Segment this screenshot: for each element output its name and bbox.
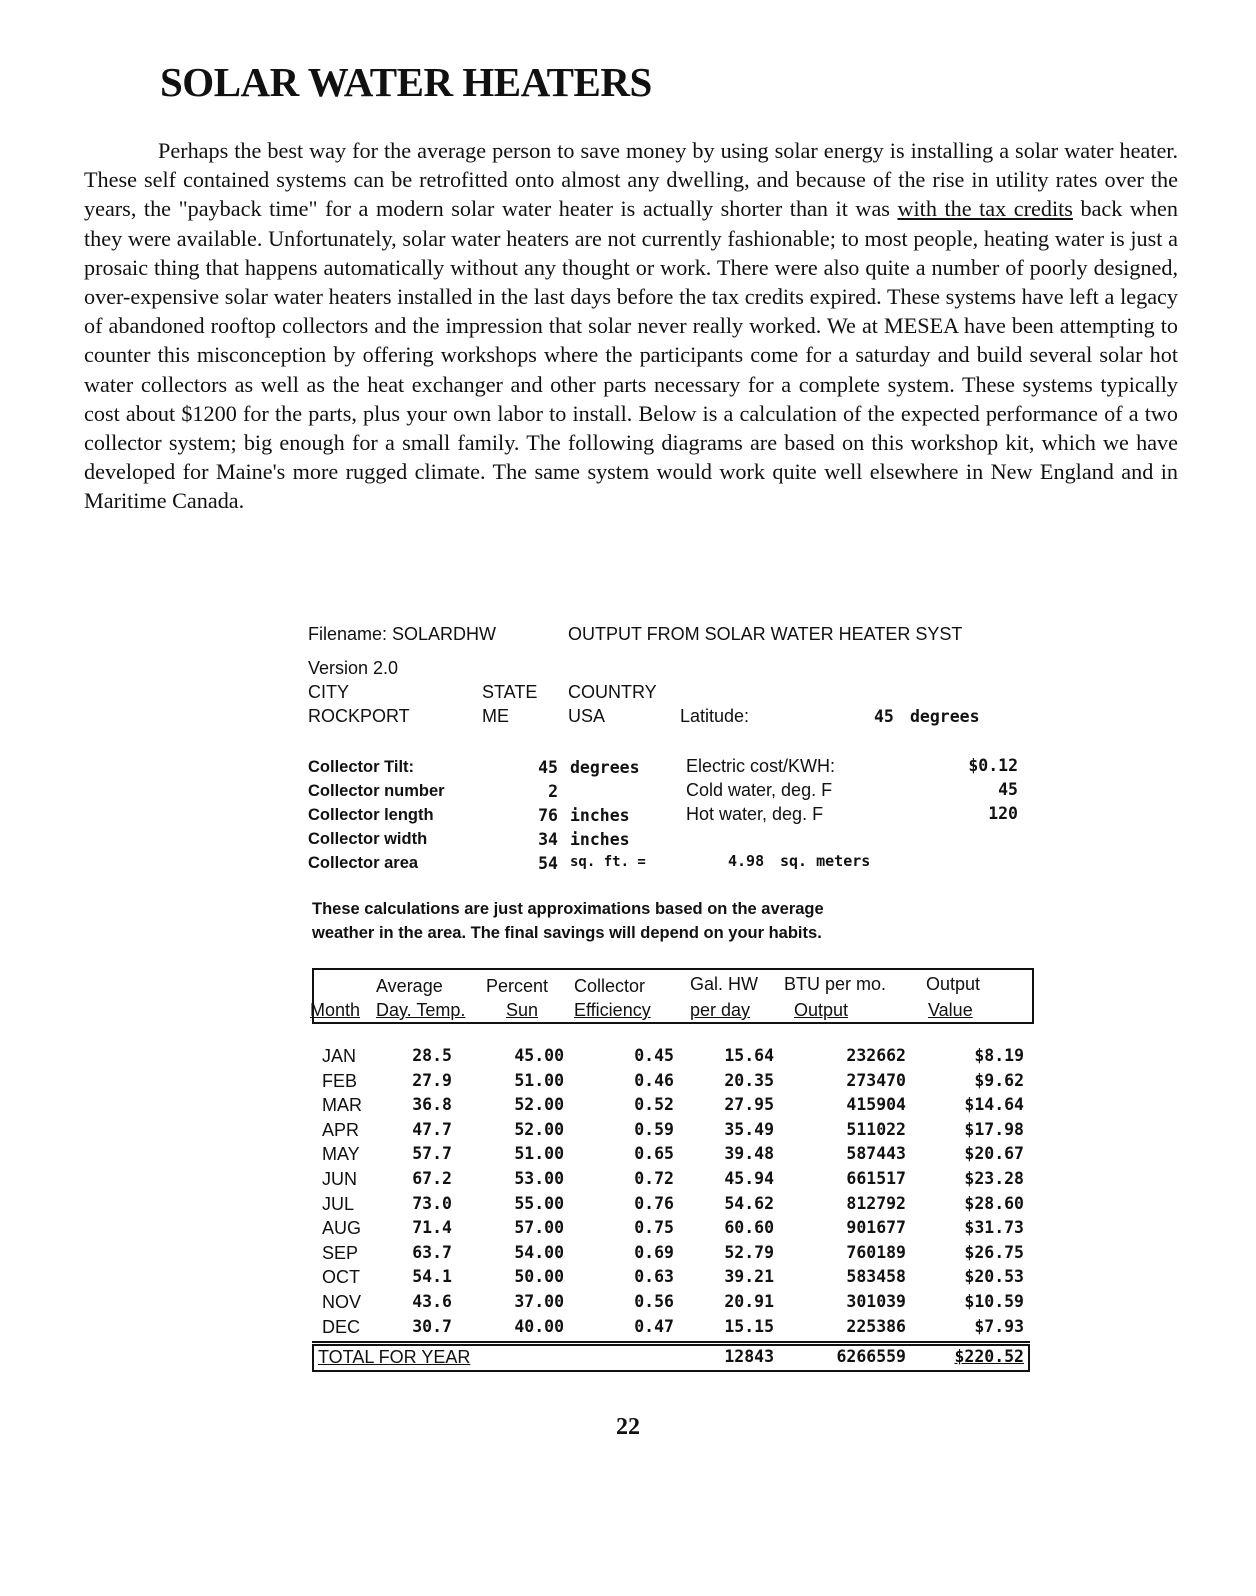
total-gal: 12843 <box>724 1347 774 1366</box>
cell-val: $23.28 <box>964 1169 1024 1188</box>
cell-gal: 27.95 <box>724 1095 774 1115</box>
param-value-width: 34 <box>538 830 558 849</box>
cell-val: $31.73 <box>964 1218 1024 1238</box>
table-row <box>312 1292 1030 1317</box>
cell-sun: 52.00 <box>514 1095 564 1115</box>
country-label: COUNTRY <box>568 682 657 702</box>
table-row <box>312 1194 1030 1219</box>
cell-eff: 0.69 <box>634 1242 674 1262</box>
cell-month: SEP <box>322 1242 359 1263</box>
cell-btu: 760189 <box>846 1242 906 1262</box>
page-title: SOLAR WATER HEATERS <box>160 59 652 105</box>
total-label: TOTAL FOR YEAR <box>318 1347 471 1367</box>
cell-temp: 63.7 <box>412 1242 452 1262</box>
cell-eff: 0.76 <box>634 1193 674 1213</box>
cell-month: MAY <box>322 1144 360 1165</box>
cell-btu: 583458 <box>846 1267 906 1287</box>
cell-eff: 0.56 <box>634 1292 674 1311</box>
total-row <box>312 1344 1030 1372</box>
table-rule <box>312 1341 1030 1343</box>
cell-sun: 50.00 <box>514 1267 564 1287</box>
note-line-1: These calculations are just approximations based on the average <box>312 900 824 918</box>
header-value: Value <box>928 1000 973 1020</box>
cell-eff: 0.75 <box>634 1218 674 1238</box>
cell-sun: 37.00 <box>514 1292 564 1311</box>
version-label: Version 2.0 <box>308 658 399 678</box>
cell-gal: 60.60 <box>724 1218 774 1238</box>
cost-label-hot: Hot water, deg. F <box>686 804 824 824</box>
cell-temp: 54.1 <box>412 1267 452 1287</box>
cell-val: $17.98 <box>964 1119 1024 1139</box>
param-label-number: Collector number <box>308 782 445 800</box>
cell-btu: 661517 <box>846 1169 906 1188</box>
cell-sun: 52.00 <box>514 1119 564 1139</box>
cell-gal: 15.64 <box>724 1046 774 1065</box>
param-label-width: Collector width <box>308 830 428 848</box>
header-collector: Collector <box>574 976 646 996</box>
cell-gal: 52.79 <box>724 1242 774 1262</box>
intro-text-underlined: with the tax credits <box>897 196 1073 222</box>
country-value: USA <box>568 706 606 726</box>
header-efficiency: Efficiency <box>574 1000 651 1020</box>
cost-value-electric: $0.12 <box>968 756 1018 775</box>
cell-temp: 73.0 <box>412 1193 452 1213</box>
param-label-tilt: Collector Tilt: <box>308 758 415 776</box>
cell-eff: 0.45 <box>634 1046 674 1065</box>
cell-btu: 511022 <box>846 1119 906 1139</box>
cell-btu: 232662 <box>846 1046 906 1065</box>
cell-val: $8.19 <box>974 1046 1024 1065</box>
table-header-box <box>312 968 1034 1024</box>
param-value-area: 54 <box>538 854 558 873</box>
cost-label-cold: Cold water, deg. F <box>686 780 833 800</box>
cell-month: JUN <box>322 1169 357 1189</box>
cell-val: $20.67 <box>964 1144 1024 1164</box>
cell-month: NOV <box>322 1292 362 1312</box>
cell-sun: 40.00 <box>514 1316 564 1336</box>
param-unit-tilt: degrees <box>570 758 640 777</box>
cell-btu: 812792 <box>846 1193 906 1213</box>
table-row <box>312 1317 1030 1342</box>
total-value: $220.52 <box>954 1347 1024 1366</box>
header-month: Month <box>310 1000 361 1020</box>
cell-sun: 57.00 <box>514 1218 564 1238</box>
param-value-number: 2 <box>548 782 558 801</box>
cell-eff: 0.59 <box>634 1119 674 1139</box>
latitude-value: 45 <box>874 707 894 726</box>
cell-sun: 54.00 <box>514 1242 564 1262</box>
latitude-label: Latitude: <box>680 706 750 726</box>
note-line-2: weather in the area. The final savings will depend on your habits. <box>312 924 822 942</box>
cell-sun: 55.00 <box>514 1193 564 1213</box>
city-label: CITY <box>308 682 350 702</box>
cell-val: $14.64 <box>964 1095 1024 1115</box>
cell-eff: 0.65 <box>634 1144 674 1164</box>
param-unit-length: inches <box>570 806 630 825</box>
cell-val: $9.62 <box>974 1070 1024 1090</box>
cell-eff: 0.72 <box>634 1169 674 1188</box>
cell-val: $7.93 <box>974 1316 1024 1336</box>
output-title: OUTPUT FROM SOLAR WATER HEATER SYST <box>568 624 963 644</box>
table-row <box>312 1120 1030 1145</box>
param-value-length: 76 <box>538 806 558 825</box>
area-metric-unit: sq. meters <box>780 852 871 870</box>
cell-gal: 20.91 <box>724 1292 774 1311</box>
header-sun: Sun <box>506 1000 539 1020</box>
cell-temp: 36.8 <box>412 1095 452 1115</box>
cell-btu: 273470 <box>846 1070 906 1090</box>
cell-btu: 301039 <box>846 1292 906 1311</box>
table-row <box>312 1071 1030 1096</box>
cell-eff: 0.46 <box>634 1070 674 1090</box>
table-row <box>312 1144 1030 1169</box>
param-value-tilt: 45 <box>538 758 558 777</box>
cost-label-electric: Electric cost/KWH: <box>686 756 836 776</box>
table-row <box>312 1218 1030 1243</box>
header-day-temp: Day. Temp. <box>376 1000 466 1020</box>
cell-gal: 15.15 <box>724 1316 774 1336</box>
cell-month: JAN <box>322 1046 357 1066</box>
cell-gal: 54.62 <box>724 1193 774 1213</box>
cell-btu: 587443 <box>846 1144 906 1164</box>
header-gal-hw: Gal. HW <box>690 974 759 994</box>
header-percent: Percent <box>486 976 549 996</box>
cell-gal: 39.48 <box>724 1144 774 1164</box>
cost-value-hot: 120 <box>988 804 1018 823</box>
cell-gal: 20.35 <box>724 1070 774 1090</box>
table-row <box>312 1095 1030 1120</box>
cell-temp: 43.6 <box>412 1292 452 1311</box>
cell-temp: 67.2 <box>412 1169 452 1188</box>
table-row <box>312 1046 1030 1071</box>
cell-eff: 0.47 <box>634 1316 674 1336</box>
cell-month: FEB <box>322 1070 358 1091</box>
total-btu: 6266559 <box>836 1347 906 1366</box>
cell-val: $28.60 <box>964 1193 1024 1213</box>
cell-month: AUG <box>322 1218 362 1239</box>
cost-value-cold: 45 <box>998 780 1018 799</box>
cell-gal: 45.94 <box>724 1169 774 1188</box>
cell-temp: 47.7 <box>412 1119 452 1139</box>
header-per-day: per day <box>690 1000 751 1020</box>
area-metric-value: 4.98 <box>728 852 765 870</box>
param-label-area: Collector area <box>308 854 419 872</box>
header-btu-per-mo: BTU per mo. <box>784 974 887 994</box>
latitude-unit: degrees <box>910 707 980 726</box>
cell-temp: 27.9 <box>412 1070 452 1090</box>
table-row <box>312 1169 1030 1194</box>
cell-month: DEC <box>322 1316 361 1337</box>
cell-sun: 53.00 <box>514 1169 564 1188</box>
state-label: STATE <box>482 682 538 702</box>
table-row <box>312 1267 1030 1292</box>
cell-eff: 0.63 <box>634 1267 674 1287</box>
header-btu-output: Output <box>794 1000 849 1020</box>
cell-sun: 51.00 <box>514 1070 564 1090</box>
cell-btu: 225386 <box>846 1316 906 1336</box>
intro-paragraph <box>84 136 1178 516</box>
param-unit-width: inches <box>570 830 630 849</box>
filename-label: Filename: SOLARDHW <box>308 624 497 644</box>
cell-month: APR <box>322 1119 360 1140</box>
cell-val: $20.53 <box>964 1267 1024 1287</box>
page-number: 22 <box>616 1414 640 1440</box>
cell-temp: 28.5 <box>412 1046 452 1065</box>
cell-month: JUL <box>322 1193 355 1214</box>
cell-sun: 51.00 <box>514 1144 564 1164</box>
param-unit-area: sq. ft. = <box>570 854 646 870</box>
param-label-length: Collector length <box>308 806 434 824</box>
city-value: ROCKPORT <box>308 706 410 726</box>
intro-text-part2: back when they were available. Unfortunately, solar water heaters are not currently fashionable; to most people, heating water is just a prosaic thing that happens automatically without any thought or work. There were also quite a number of poorly designed, over-expensive solar water heaters installed in the last days before the tax credits expired. These systems have left a legacy of abandoned rooftop collectors and the impression that solar never really worked. We at MESEA have been attempting to counter this misconception by offering workshops where the participants come for a saturday and build several solar hot water collectors as well as the heat exchanger and other parts necessary for a complete system. These systems typically cost about $1200 for the parts, plus your own labor to install. Below is a calculation of the expected performance of a two collector system; big enough for a small family. The following diagrams are based on this workshop kit, which we have developed for Maine's more rugged climate. The same system would work quite well elsewhere in New England and in Maritime Canada. <box>84 196 1178 514</box>
cell-btu: 901677 <box>846 1218 906 1238</box>
cell-sun: 45.00 <box>514 1046 564 1065</box>
cell-val: $26.75 <box>964 1242 1024 1262</box>
cell-eff: 0.52 <box>634 1095 674 1115</box>
cell-gal: 35.49 <box>724 1119 774 1139</box>
cell-month: OCT <box>322 1267 360 1288</box>
cell-btu: 415904 <box>846 1095 906 1115</box>
cell-temp: 57.7 <box>412 1144 452 1164</box>
table-row <box>312 1243 1030 1268</box>
header-average: Average <box>376 976 443 996</box>
cell-gal: 39.21 <box>724 1267 774 1287</box>
cell-temp: 30.7 <box>412 1316 452 1336</box>
header-output: Output <box>926 974 981 994</box>
intro-text-part1: Perhaps the best way for the average person to save money by using solar energy is installing a solar water heater. These self contained systems can be retrofitted onto almost any dwelling, and because of the rise in utility rates over the years, the "payback time" for a modern solar water heater is actually shorter than it was <box>84 138 1178 222</box>
cell-val: $10.59 <box>964 1292 1024 1311</box>
state-value: ME <box>482 706 509 726</box>
cell-month: MAR <box>322 1095 362 1116</box>
cell-temp: 71.4 <box>412 1218 452 1238</box>
